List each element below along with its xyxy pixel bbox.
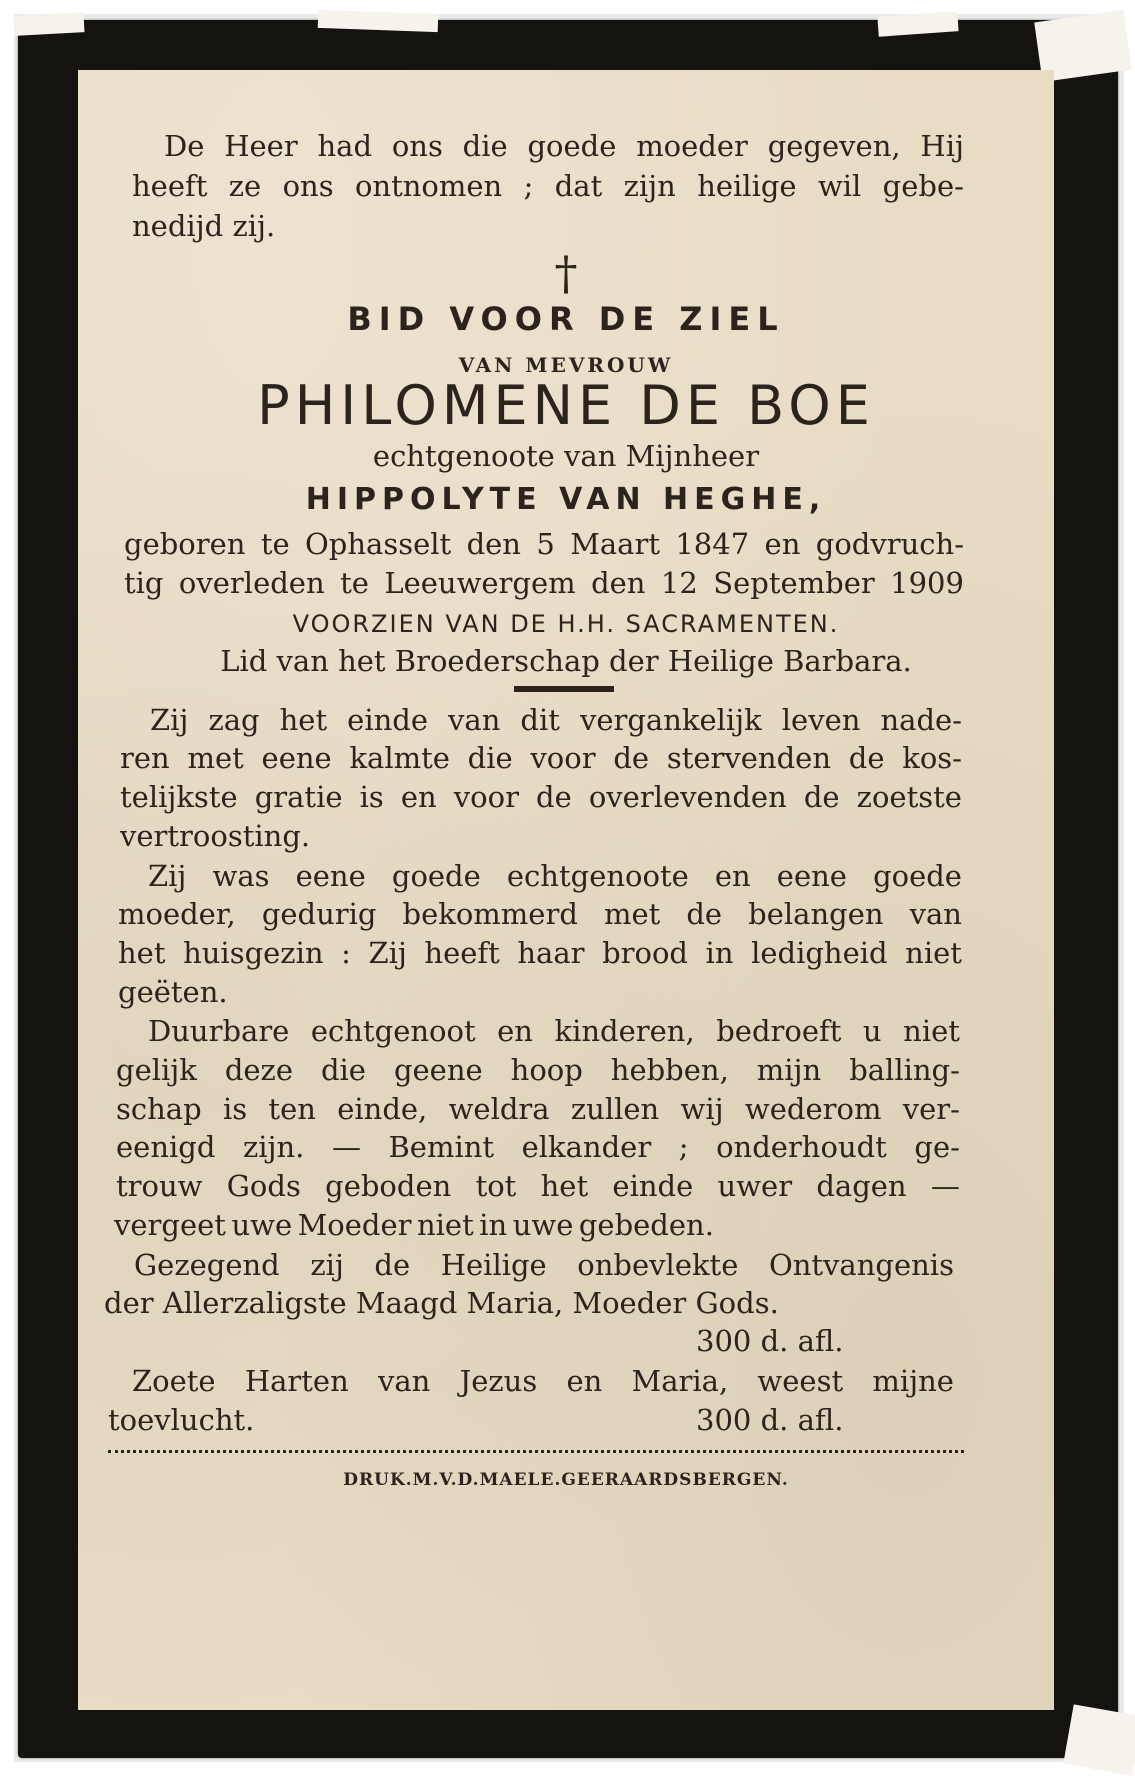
word: September <box>713 566 875 600</box>
word: den <box>466 527 521 561</box>
word: wij <box>680 1092 724 1126</box>
word: Gods <box>226 1169 301 1203</box>
died-line <box>124 566 964 600</box>
word: uwe <box>512 1208 574 1242</box>
word: de <box>536 780 572 814</box>
word: van <box>378 1364 431 1398</box>
spouse-name: HIPPOLYTE VAN HEGHE, <box>305 482 827 517</box>
word: van <box>909 897 962 931</box>
quote-line-2 <box>132 169 964 203</box>
word: u <box>862 1014 882 1048</box>
word: dit <box>520 703 560 737</box>
word: ver- <box>902 1092 960 1126</box>
word: mijn <box>756 1053 822 1087</box>
word: 5 <box>536 527 555 561</box>
paragraph-3-line-6 <box>114 1208 714 1242</box>
heading-bid-voor-de-ziel: BID VOOR DE ZIEL <box>347 300 785 338</box>
paragraph-1-line-4: vertroosting. <box>120 819 311 853</box>
word: het <box>118 936 166 970</box>
word: balling- <box>849 1053 960 1087</box>
word: uwe <box>231 1208 293 1242</box>
prayer-2-line-2: toevlucht. <box>108 1403 255 1437</box>
word: gedurig <box>261 897 377 931</box>
word: weldra <box>448 1092 550 1126</box>
word: niet <box>903 1014 960 1048</box>
word: Leeuwergem <box>384 566 576 600</box>
word: einde, <box>337 1092 428 1126</box>
indulgence-2: 300 d. afl. <box>696 1403 844 1437</box>
word: de <box>686 897 723 931</box>
word: en <box>714 859 751 893</box>
word: zoetste <box>856 780 962 814</box>
word: het <box>279 703 328 737</box>
word: Duurbare <box>148 1014 290 1048</box>
word: De <box>164 129 205 163</box>
word: geene <box>393 1053 483 1087</box>
brotherhood-line: Lid van het Broederschap der Heilige Barbara. <box>220 644 912 678</box>
word: te <box>260 527 290 561</box>
word: ze <box>228 169 262 203</box>
word: kalmte <box>349 741 450 775</box>
word: heilige <box>697 169 797 203</box>
word: huisgezin <box>183 936 324 970</box>
indulgence-1: 300 d. afl. <box>696 1324 844 1358</box>
paragraph-1-line-3 <box>120 780 962 814</box>
word: leven <box>781 703 861 737</box>
word: Zoete <box>132 1364 216 1398</box>
word: : <box>341 936 351 970</box>
word: einde <box>612 1169 694 1203</box>
word: hebben, <box>610 1053 729 1087</box>
word: zullen <box>570 1092 660 1126</box>
word: Maart <box>570 527 660 561</box>
torn-corner <box>1063 1704 1135 1775</box>
paragraph-2-line-3 <box>118 936 962 970</box>
printer-imprint: DRUK.M.V.D.MAELE.GEERAARDSBERGEN. <box>343 1470 789 1490</box>
word: einde <box>347 703 428 737</box>
word: mijne <box>872 1364 954 1398</box>
prayer-1-line-2: der Allerzaligste Maagd Maria, Moeder Gods. <box>104 1286 779 1320</box>
paragraph-2-line-4: geëten. <box>118 975 228 1009</box>
word: Hij <box>920 129 964 163</box>
word: Maria, <box>631 1364 729 1398</box>
word: ten <box>268 1092 316 1126</box>
dotted-separator <box>108 1450 964 1453</box>
word: tig <box>124 566 164 600</box>
word: te <box>340 566 369 600</box>
word: vergankelijk <box>579 703 762 737</box>
word: wil <box>817 169 862 203</box>
word: nade- <box>880 703 962 737</box>
word: heeft <box>132 169 208 203</box>
word: is <box>222 1092 248 1126</box>
word: hoop <box>510 1053 583 1087</box>
word: in <box>705 936 734 970</box>
paragraph-3-line-3 <box>116 1092 960 1126</box>
prayer-2-line-1 <box>132 1364 954 1398</box>
paragraph-3-line-5 <box>116 1169 960 1203</box>
word: Harten <box>244 1364 349 1398</box>
word: kos- <box>902 741 962 775</box>
word: overleden <box>178 566 325 600</box>
word: zijn. <box>242 1130 305 1164</box>
quote-line-1 <box>164 129 964 163</box>
word: eene <box>776 859 847 893</box>
word: onderhoudt <box>716 1130 887 1164</box>
word: 1909 <box>890 566 964 600</box>
word: tot <box>475 1169 517 1203</box>
word: van <box>448 703 501 737</box>
word: die <box>320 1053 366 1087</box>
word: echtgenoot <box>310 1014 476 1048</box>
word: eene <box>261 741 332 775</box>
paragraph-1-line-2 <box>120 741 962 775</box>
word: ons <box>391 129 443 163</box>
word: zij <box>310 1248 344 1282</box>
word: goede <box>873 859 962 893</box>
word: Zij <box>150 703 189 737</box>
word: deze <box>224 1053 293 1087</box>
sacraments-line: VOORZIEN VAN DE H.H. SACRAMENTEN. <box>292 610 840 638</box>
paragraph-3-line-1 <box>148 1014 960 1048</box>
word: had <box>317 129 373 163</box>
word: was <box>212 859 270 893</box>
word: wederom <box>744 1092 882 1126</box>
word: die <box>462 129 508 163</box>
word: en <box>400 780 437 814</box>
word: — <box>930 1169 960 1203</box>
word: Jezus <box>459 1364 538 1398</box>
word: ; <box>523 169 534 203</box>
word: ontnomen <box>354 169 503 203</box>
word: goede <box>527 129 617 163</box>
word: ren <box>120 741 170 775</box>
word: elkander <box>521 1130 652 1164</box>
paragraph-1-line-1 <box>150 703 962 737</box>
word: 1847 <box>675 527 750 561</box>
torn-edge <box>318 10 439 32</box>
word: bedroeft <box>716 1014 842 1048</box>
word: Ophasselt <box>305 527 452 561</box>
word: met <box>187 741 244 775</box>
word: — <box>331 1130 361 1164</box>
word: is <box>359 780 384 814</box>
word: vergeet <box>114 1208 226 1242</box>
word: ; <box>678 1130 689 1164</box>
van-mevrouw: VAN MEVROUW <box>458 353 674 377</box>
torn-corner <box>14 12 85 36</box>
paragraph-3-line-4 <box>116 1130 960 1164</box>
divider-rule <box>514 686 614 692</box>
word: ge- <box>914 1130 960 1164</box>
word: geboren <box>124 527 246 561</box>
memorial-card-paper <box>78 70 1054 1710</box>
prayer-1-line-1 <box>134 1248 954 1282</box>
word: bekommerd <box>402 897 578 931</box>
paragraph-2-line-1 <box>148 859 962 893</box>
word: die <box>467 741 513 775</box>
word: dagen <box>816 1169 907 1203</box>
word: dat <box>554 169 603 203</box>
cross-icon: † <box>554 246 578 300</box>
word: niet <box>905 936 962 970</box>
word: overlevenden <box>588 780 787 814</box>
word: zag <box>208 703 260 737</box>
paragraph-3-line-2 <box>116 1053 960 1087</box>
word: goede <box>391 859 481 893</box>
word: telijkste <box>120 780 238 814</box>
word: voor <box>453 780 519 814</box>
word: stervenden <box>666 741 832 775</box>
word: eene <box>295 859 366 893</box>
word: echtgenoote <box>506 859 689 893</box>
word: en <box>497 1014 533 1048</box>
deceased-name: PHILOMENE DE BOE <box>257 374 875 437</box>
word: Moeder <box>297 1208 412 1242</box>
word: uwer <box>717 1169 793 1203</box>
word: 12 <box>660 566 698 600</box>
spouse-intro: echtgenoote van Mijnheer <box>372 439 760 473</box>
word: Heilige <box>440 1248 547 1282</box>
word: Gezegend <box>134 1248 280 1282</box>
word: het <box>540 1169 589 1203</box>
word: gelijk <box>116 1053 197 1087</box>
word: eenigd <box>116 1130 216 1164</box>
torn-edge <box>877 11 958 37</box>
word: den <box>591 566 646 600</box>
word: gebeden. <box>578 1208 714 1242</box>
word: ons <box>282 169 334 203</box>
word: in <box>479 1208 508 1242</box>
word: moeder, <box>118 897 236 931</box>
word: de <box>848 741 885 775</box>
word: zijn <box>623 169 676 203</box>
word: kinderen, <box>554 1014 695 1048</box>
word: Heer <box>224 129 298 163</box>
word: voor <box>530 741 596 775</box>
word: godvruch- <box>815 527 964 561</box>
word: Zij <box>368 936 407 970</box>
word: de <box>374 1248 411 1282</box>
word: schap <box>116 1092 202 1126</box>
word: weest <box>757 1364 844 1398</box>
word: en <box>764 527 801 561</box>
word: met <box>603 897 661 931</box>
word: de <box>803 780 840 814</box>
word: Ontvangenis <box>768 1248 954 1282</box>
born-line <box>124 527 964 561</box>
word: gratie <box>254 780 343 814</box>
word: heeft <box>424 936 500 970</box>
word: Zij <box>148 859 187 893</box>
word: gebe- <box>882 169 964 203</box>
word: onbevlekte <box>577 1248 739 1282</box>
quote-line-3: nedijd zij. <box>132 209 276 243</box>
word: ledigheid <box>751 936 888 970</box>
word: moeder <box>636 129 748 163</box>
word: gegeven, <box>767 129 901 163</box>
word: haar <box>517 936 585 970</box>
word: belangen <box>748 897 884 931</box>
paragraph-2-line-2 <box>118 897 962 931</box>
word: geboden <box>325 1169 452 1203</box>
word: Bemint <box>388 1130 495 1164</box>
word: brood <box>602 936 688 970</box>
word: niet <box>416 1208 474 1242</box>
word: de <box>613 741 650 775</box>
word: trouw <box>116 1169 203 1203</box>
word: en <box>566 1364 603 1398</box>
